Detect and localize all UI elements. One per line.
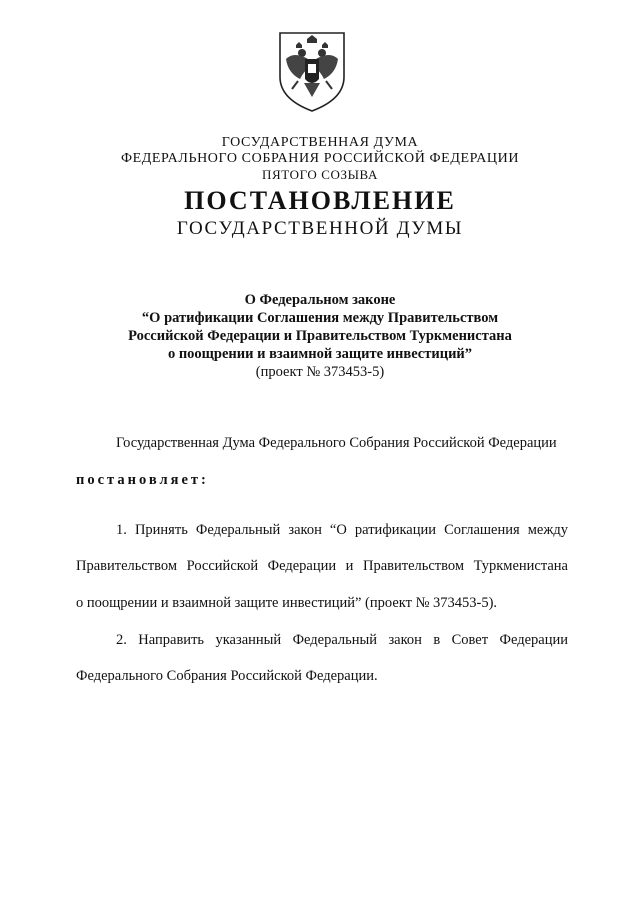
coat-of-arms-emblem: [274, 29, 350, 113]
item1-line3: о поощрении и взаимной защите инвестиций” (проект № 373453-5).: [76, 595, 498, 611]
subject-line3: Российской Федерации и Правительством Туркменистана: [128, 328, 512, 344]
convocation: ПЯТОГО СОЗЫВА: [262, 167, 378, 182]
project-number: (проект № 373453-5): [255, 364, 385, 380]
resolves-word: постановляет:: [76, 472, 209, 488]
preamble: Государственная Дума Федерального Собрания Российской Федерации: [116, 435, 557, 451]
org-name-line1: ГОСУДАРСТВЕННАЯ ДУМА: [221, 135, 419, 150]
item1-line1: 1. Принять Федеральный закон “О ратификации Соглашения между: [116, 522, 568, 538]
item2-line1: 2. Направить указанный Федеральный закон в Совет Федерации: [116, 632, 568, 648]
subject-line2: “О ратификации Соглашения между Правительством: [141, 310, 499, 326]
document-type-title: ПОСТАНОВЛЕНИЕ: [184, 186, 456, 215]
org-name-line2: ФЕДЕРАЛЬНОГО СОБРАНИЯ РОССИЙСКОЙ ФЕДЕРАЦИИ: [120, 151, 520, 166]
item2-line2: Федерального Собрания Российской Федерации.: [76, 668, 378, 684]
subject-line1: О Федеральном законе: [244, 292, 396, 308]
double-headed-eagle-icon: [274, 29, 350, 113]
subject-line4: о поощрении и взаимной защите инвестиций”: [167, 346, 473, 362]
item1-line2: Правительством Российской Федерации и Правительством Туркменистана: [76, 558, 568, 574]
document-issuer: ГОСУДАРСТВЕННОЙ ДУМЫ: [176, 218, 464, 239]
